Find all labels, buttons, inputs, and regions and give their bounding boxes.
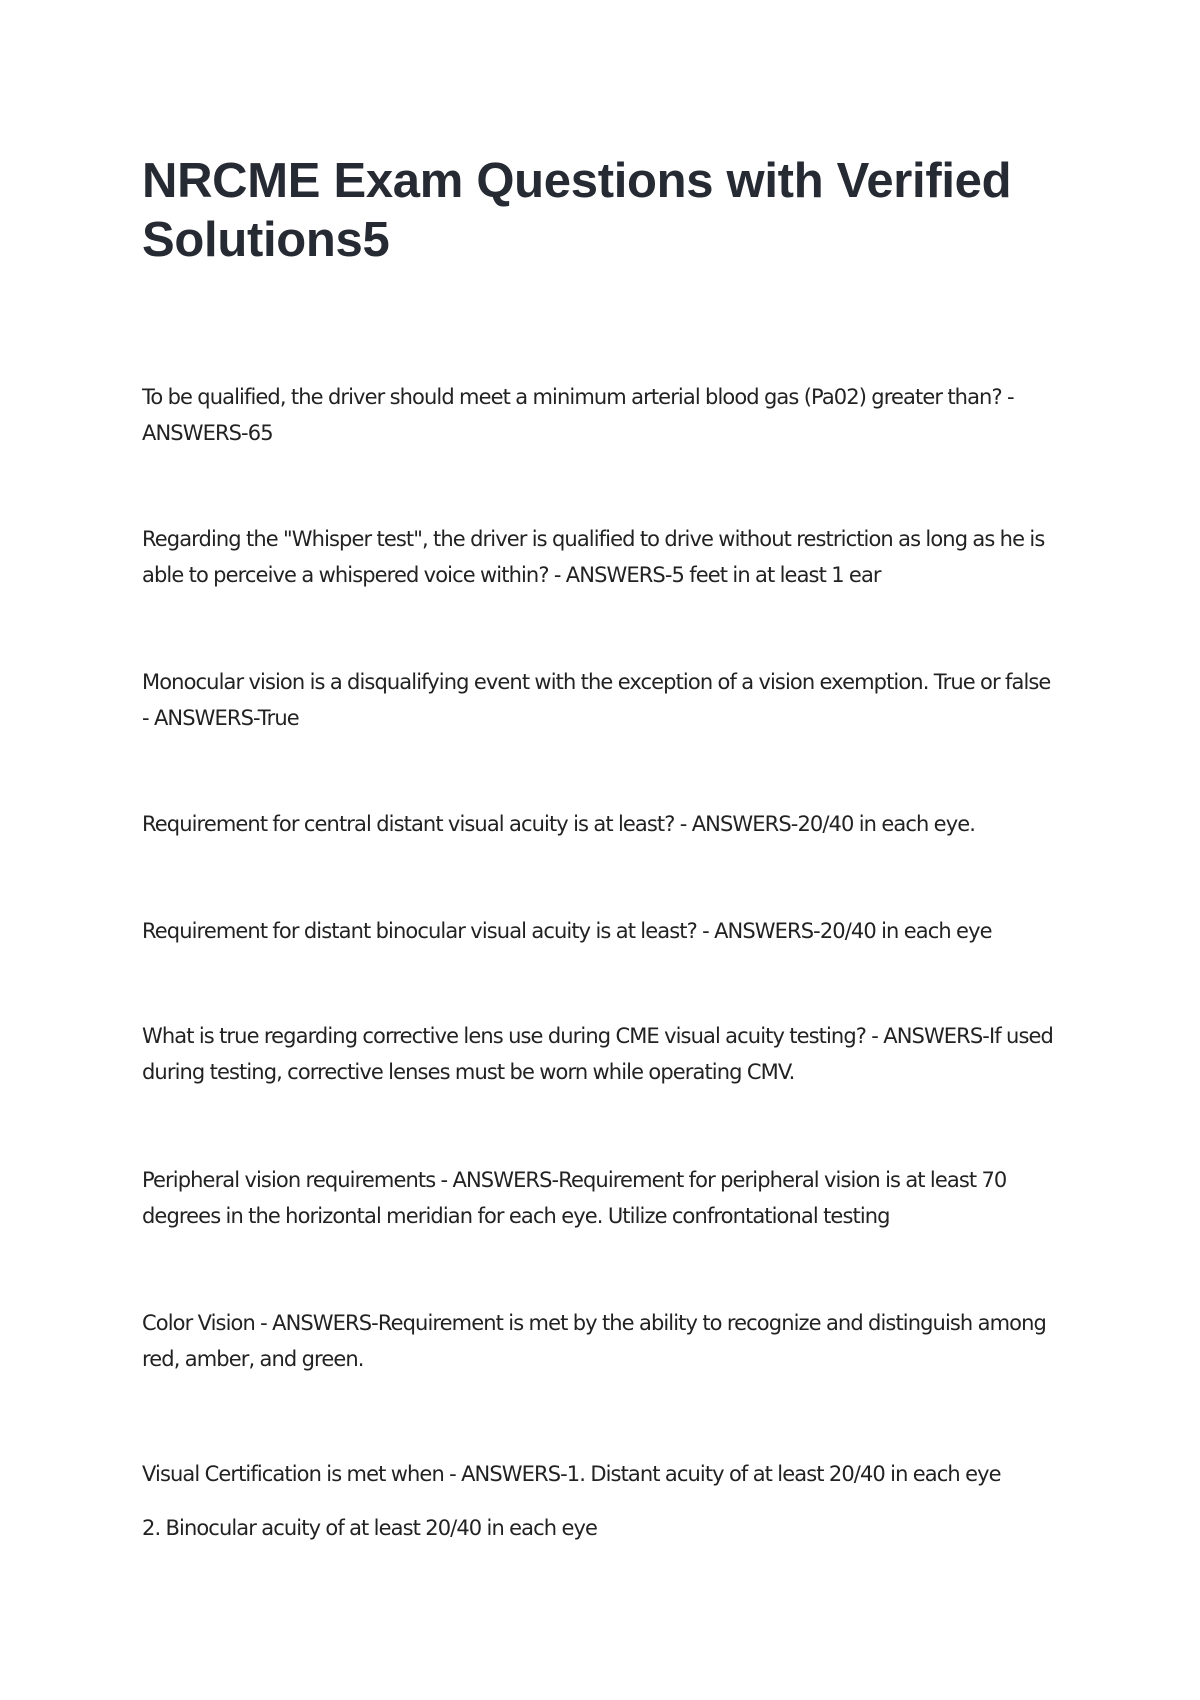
- qa-item-8-line-1: Color Vision - ANSWERS-Requirement is met by the ability to recognize and distinguish among: [142, 1311, 1046, 1335]
- qa-item-4-line-1: Requirement for central distant visual acuity is at least? - ANSWERS-20/40 in each eye.: [142, 812, 976, 836]
- qa-item-6: [142, 1018, 1072, 1090]
- qa-item-1: [142, 379, 1072, 451]
- qa-item-7-line-2: degrees in the horizontal meridian for each eye. Utilize confrontational testing: [142, 1204, 890, 1228]
- qa-item-3-line-1: Monocular vision is a disqualifying event with the exception of a vision exemption. True or false: [142, 670, 1051, 694]
- document-title: NRCME Exam Questions with Verified Solutions5: [142, 154, 1012, 267]
- qa-item-3: [142, 664, 1072, 736]
- qa-item-1-line-1: To be qualified, the driver should meet a minimum arterial blood gas (Pa02) greater than? -: [142, 385, 1014, 409]
- qa-item-7-line-1: Peripheral vision requirements - ANSWERS-Requirement for peripheral vision is at least 70: [142, 1168, 1007, 1192]
- qa-item-4: [142, 806, 1072, 842]
- qa-item-2-line-2: able to perceive a whispered voice within? - ANSWERS-5 feet in at least 1 ear: [142, 563, 881, 587]
- qa-item-5-line-1: Requirement for distant binocular visual acuity is at least? - ANSWERS-20/40 in each eye: [142, 919, 992, 943]
- qa-item-7: [142, 1162, 1072, 1234]
- qa-item-6-line-2: during testing, corrective lenses must be worn while operating CMV.: [142, 1060, 795, 1084]
- qa-item-8-line-2: red, amber, and green.: [142, 1347, 364, 1371]
- qa-item-6-line-1: What is true regarding corrective lens use during CME visual acuity testing? - ANSWERS-If used: [142, 1024, 1053, 1048]
- qa-item-3-line-2: - ANSWERS-True: [142, 706, 299, 730]
- qa-item-2-line-1: Regarding the "Whisper test", the driver is qualified to drive without restriction as long as he is: [142, 527, 1045, 551]
- qa-item-9-line-1: Visual Certification is met when - ANSWERS-1. Distant acuity of at least 20/40 in each eye: [142, 1462, 1001, 1486]
- qa-item-9: [142, 1447, 1072, 1555]
- qa-item-5: [142, 913, 1072, 949]
- qa-item-8: [142, 1305, 1072, 1377]
- qa-item-2: [142, 521, 1072, 593]
- qa-item-9-line-2: 2. Binocular acuity of at least 20/40 in each eye: [142, 1516, 598, 1540]
- qa-item-1-line-2: ANSWERS-65: [142, 421, 273, 445]
